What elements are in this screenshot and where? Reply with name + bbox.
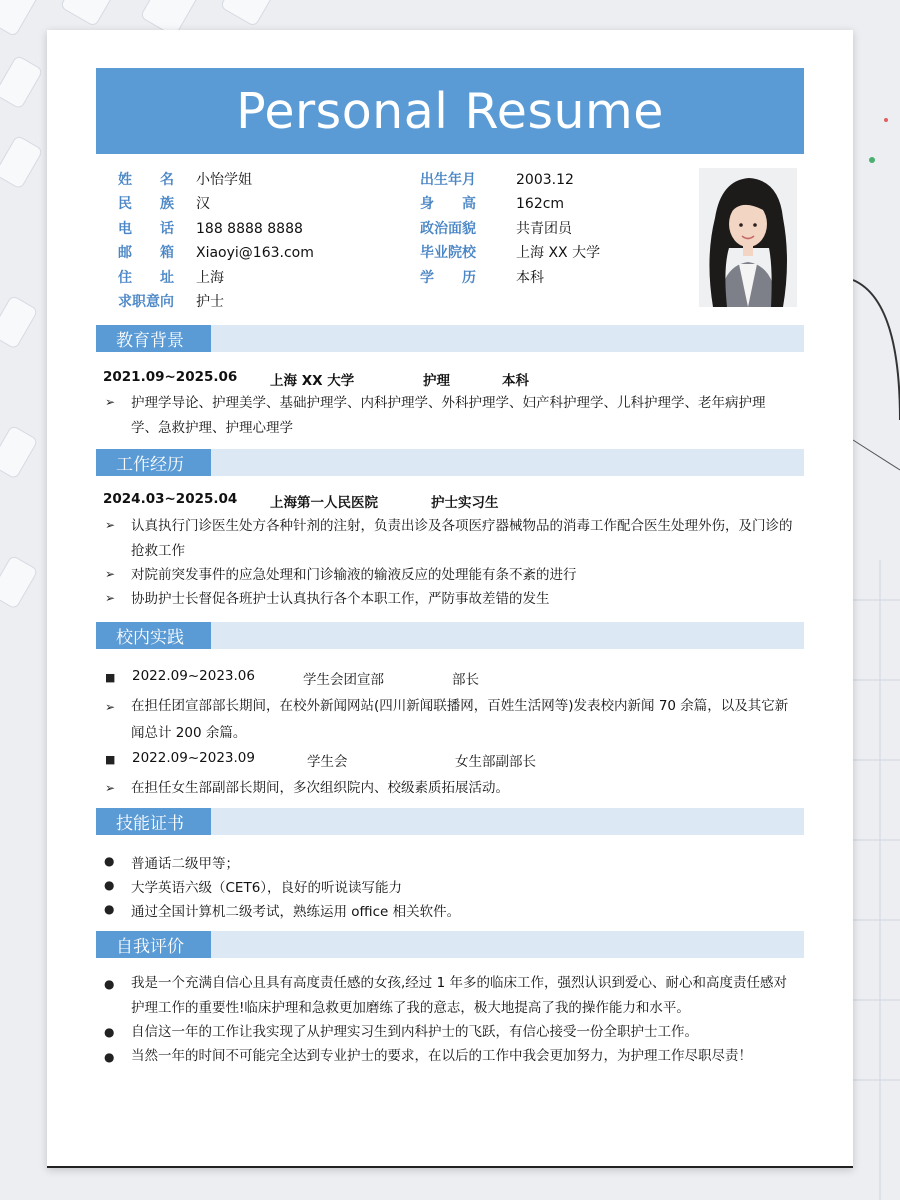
basic-info-left <box>96 168 314 314</box>
info-row-name <box>96 168 314 192</box>
info-value: 上海 XX 大学 <box>516 245 601 262</box>
info-row-objective <box>96 290 314 314</box>
info-row-school <box>420 241 600 265</box>
info-label: 邮 箱 <box>118 245 174 262</box>
arrow-bullet-icon: ➢ <box>105 395 116 409</box>
info-label: 电 话 <box>118 220 174 237</box>
skill-item: 大学英语六级（CET6），良好的听说读写能力 <box>131 880 403 896</box>
work-item: 协助护士长督促各班护士认真执行各个本职工作，严防事故差错的发生 <box>131 591 550 607</box>
info-value: Xiaoyi@163.com <box>196 245 314 262</box>
info-value: 2003.12 <box>516 172 574 188</box>
section-work <box>96 449 804 476</box>
info-row-email <box>96 241 314 265</box>
skill-item: 普通话二级甲等； <box>131 856 239 872</box>
dot-bullet-icon: ● <box>104 878 115 892</box>
info-value: 162cm <box>516 196 565 213</box>
person-portrait-icon <box>699 168 797 307</box>
self-eval-item: 当然一年的时间不可能完全达到专业护士的要求，在以后的工作中我会更加努力，为护理工作尽职尽责！ <box>131 1048 752 1064</box>
basic-info-right <box>420 168 600 290</box>
section-title: 技能证书 <box>96 808 211 835</box>
square-bullet-icon: ■ <box>105 753 116 766</box>
campus-role: 部长 <box>452 672 479 688</box>
resume-title: Personal Resume <box>236 82 664 140</box>
dot-bullet-icon: ● <box>104 1050 115 1064</box>
arrow-bullet-icon: ➢ <box>105 781 116 795</box>
info-value: 护士 <box>196 293 224 310</box>
info-row-phone <box>96 217 314 241</box>
info-label: 政治面貌 <box>420 220 476 237</box>
campus-period: 2022.09~2023.06 <box>132 668 255 684</box>
edu-courses: 护理学导论、护理美学、基础护理学、内科护理学、外科护理学、妇产科护理学、儿科护理学、老年病护理学、急救护理、护理心理学 <box>131 395 766 436</box>
campus-org: 学生会团宣部 <box>303 672 384 688</box>
edu-school: 上海 XX 大学 <box>270 373 355 389</box>
square-bullet-icon: ■ <box>105 671 116 684</box>
info-label: 学 历 <box>420 269 476 286</box>
info-label: 民 族 <box>118 196 174 213</box>
work-item: 认真执行门诊医生处方各种针剂的注射，负责出诊及各项医疗器械物品的消毒工作配合医生处理外伤，及门诊的抢救工作 <box>131 518 793 559</box>
arrow-bullet-icon: ➢ <box>105 700 116 714</box>
section-education <box>96 325 804 352</box>
info-label: 求职意向 <box>118 293 174 310</box>
arrow-bullet-icon: ➢ <box>105 567 116 581</box>
info-value: 小怡学姐 <box>196 172 252 188</box>
resume-page <box>47 30 853 1168</box>
campus-period: 2022.09~2023.09 <box>132 750 255 766</box>
info-value: 188 8888 8888 <box>196 220 303 237</box>
profile-photo <box>699 168 797 307</box>
dot-bullet-icon: ● <box>104 977 115 991</box>
campus-role: 女生部副部长 <box>455 754 536 770</box>
section-skills <box>96 808 804 835</box>
info-row-height <box>420 192 600 216</box>
info-row-politics <box>420 217 600 241</box>
section-title: 工作经历 <box>96 449 211 476</box>
work-role: 护士实习生 <box>431 495 499 511</box>
info-label: 姓 名 <box>118 172 174 188</box>
info-value: 上海 <box>196 269 224 286</box>
info-value: 汉 <box>196 196 210 213</box>
section-self-eval <box>96 931 804 958</box>
self-eval-item: 自信这一年的工作让我实现了从护理实习生到内科护士的飞跃，有信心接受一份全职护士工作。 <box>131 1024 698 1040</box>
skill-item: 通过全国计算机二级考试，熟练运用 office 相关软件。 <box>131 904 461 920</box>
title-banner <box>96 68 804 154</box>
info-value: 共青团员 <box>516 220 572 237</box>
campus-detail: 在担任团宣部部长期间，在校外新闻网站(四川新闻联播网，百姓生活网等)发表校内新闻 70 余篇，以及其它新闻总计 200 余篇。 <box>131 698 789 741</box>
dot-bullet-icon: ● <box>104 1025 115 1039</box>
section-title: 教育背景 <box>96 325 211 352</box>
campus-detail: 在担任女生部副部长期间，多次组织院内、校级素质拓展活动。 <box>131 780 509 796</box>
edu-degree: 本科 <box>502 373 529 389</box>
edu-major: 护理 <box>423 373 450 389</box>
work-org: 上海第一人民医院 <box>270 495 378 511</box>
work-item: 对院前突发事件的应急处理和门诊输液的输液反应的处理能有条不紊的进行 <box>131 567 577 583</box>
self-eval-item: 我是一个充满自信心且具有高度责任感的女孩,经过 1 年多的临床工作，强烈认识到爱心、耐心和高度责任感对护理工作的重要性!临床护理和急救更加磨练了我的意志，极大地提高了我的操作能力和水平。 <box>131 975 787 1016</box>
info-row-address <box>96 266 314 290</box>
arrow-bullet-icon: ➢ <box>105 518 116 532</box>
dot-bullet-icon: ● <box>104 902 115 916</box>
info-row-ethnicity <box>96 192 314 216</box>
info-row-degree <box>420 266 600 290</box>
dot-bullet-icon: ● <box>104 854 115 868</box>
campus-org: 学生会 <box>307 754 348 770</box>
info-value: 本科 <box>516 269 544 286</box>
edu-period: 2021.09~2025.06 <box>103 369 238 385</box>
info-label: 毕业院校 <box>420 245 476 262</box>
info-label: 身 高 <box>420 196 476 213</box>
section-title: 校内实践 <box>96 622 211 649</box>
arrow-bullet-icon: ➢ <box>105 591 116 605</box>
info-label: 住 址 <box>118 269 174 286</box>
work-period: 2024.03~2025.04 <box>103 491 238 507</box>
section-title: 自我评价 <box>96 931 211 958</box>
info-label: 出生年月 <box>420 172 476 188</box>
section-campus <box>96 622 804 649</box>
info-row-birth <box>420 168 600 192</box>
